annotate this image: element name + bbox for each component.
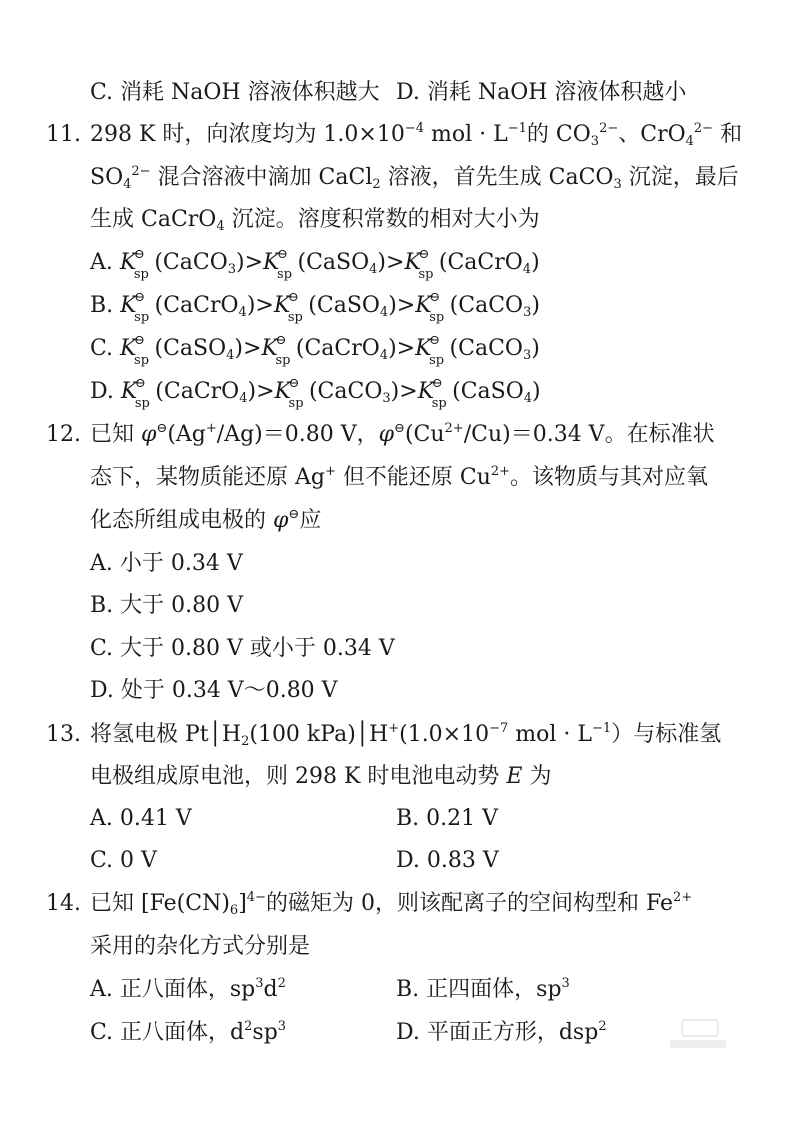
q12-stem-line2: 态下，某物质能还原 Ag+ 但不能还原 $Cu^{2+}$。该物质与其对应氧 [90, 464, 709, 490]
q12-option-a: A. 小于 0.34 V [90, 551, 243, 576]
q13-option-a: A. 0.41 V [90, 806, 192, 831]
q14-stem-line1: 14. 已知 $[Fe(CN)_6]^{4-}$的磁矩为 0，则该配离子的空间构型和 $Fe^{2+}$ [46, 890, 693, 918]
q14-option-b: B. 正四面体，$sp^3$ [396, 976, 570, 1002]
q14-option-d: D. 平面正方形，dsp$^2$ [396, 1019, 607, 1045]
q10-option-d: D. 消耗 NaOH 溶液体积越小 [396, 80, 687, 105]
q13-option-d: D. 0.83 V [396, 848, 499, 873]
q12-stem-line1: 12. 已知 φ⊖(Ag+/Ag)＝0.80 V，$\varphi^⊖(Cu^{2+}/Cu)=0.34$ V。在标准状 [46, 420, 715, 450]
q11-option-c: C. K ⊖ sp (CaSO$_4$)>K ⊖ sp (CaCrO$_4$)>K ⊖ sp (CaCO$_3$) [90, 333, 540, 368]
question-number: 14. [46, 891, 81, 916]
q11-stem-line1: 11. 298 K 时，向浓度均为 $1.0\times 10^{-4}$ mol · $L^{-1}$的 $CO_3^{2-}$、CrO$_4^{2-}$ 和 [46, 121, 743, 149]
q14-stem-line2: 采用的杂化方式分别是 [90, 934, 311, 959]
question-number: 11. [46, 122, 81, 147]
q13-option-b: B. 0.21 V [396, 806, 499, 831]
q13-stem-line2: 电极组成原电池，则 298 K 时电池电动势 E 为 [90, 764, 552, 789]
q12-option-d: D. 处于 0.34 V～0.80 V [90, 678, 338, 703]
q11-stem-line3: 生成 CaCrO$_4$ 沉淀。溶度积常数的相对大小为 [90, 207, 540, 234]
question-number: 13. [46, 722, 81, 747]
q11-stem-line2: $SO_4^{2-}$ 混合溶液中滴加 CaCl$_2$ 溶液，首先生成 CaCO$_3$ 沉淀，最后 [90, 164, 739, 192]
question-number: 12. [46, 422, 81, 447]
q11-option-a: A. K ⊖ sp (CaCO$_3$)>K ⊖ sp (CaSO$_4$)>K ⊖ sp (CaCrO$_4$) [90, 247, 540, 282]
q14-option-a: A. 正八面体，$sp^3d^2$ [90, 976, 286, 1002]
q12-option-b: B. 大于 0.80 V [90, 593, 244, 618]
q11-option-d: D. K ⊖ sp (CaCrO$_4$)>K ⊖ sp (CaCO$_3$)>K ⊖ sp (CaSO$_4$) [90, 376, 541, 411]
watermark-logo [668, 1018, 728, 1056]
q11-option-b: B. K ⊖ sp (CaCrO$_4$)>K ⊖ sp (CaSO$_4$)>K ⊖ sp (CaCO$_3$) [90, 290, 540, 325]
q14-option-c: C. 正八面体，$d^2sp^3$ [90, 1019, 287, 1045]
q13-stem-line1: 13. 将氢电极 $Pt│H_2(100$ $kPa)│H^+(1.0\times 10^{-7}$ mol · $L^{-1}$）与标准氢 [46, 721, 722, 749]
q12-option-c: C. 大于 0.80 V 或小于 0.34 V [90, 636, 395, 661]
q12-stem-line3: 化态所组成电极的 φ⊖应 [90, 507, 322, 533]
q13-option-c: C. 0 V [90, 848, 157, 873]
q10-option-c: C. 消耗 NaOH 溶液体积越大 [90, 80, 380, 105]
